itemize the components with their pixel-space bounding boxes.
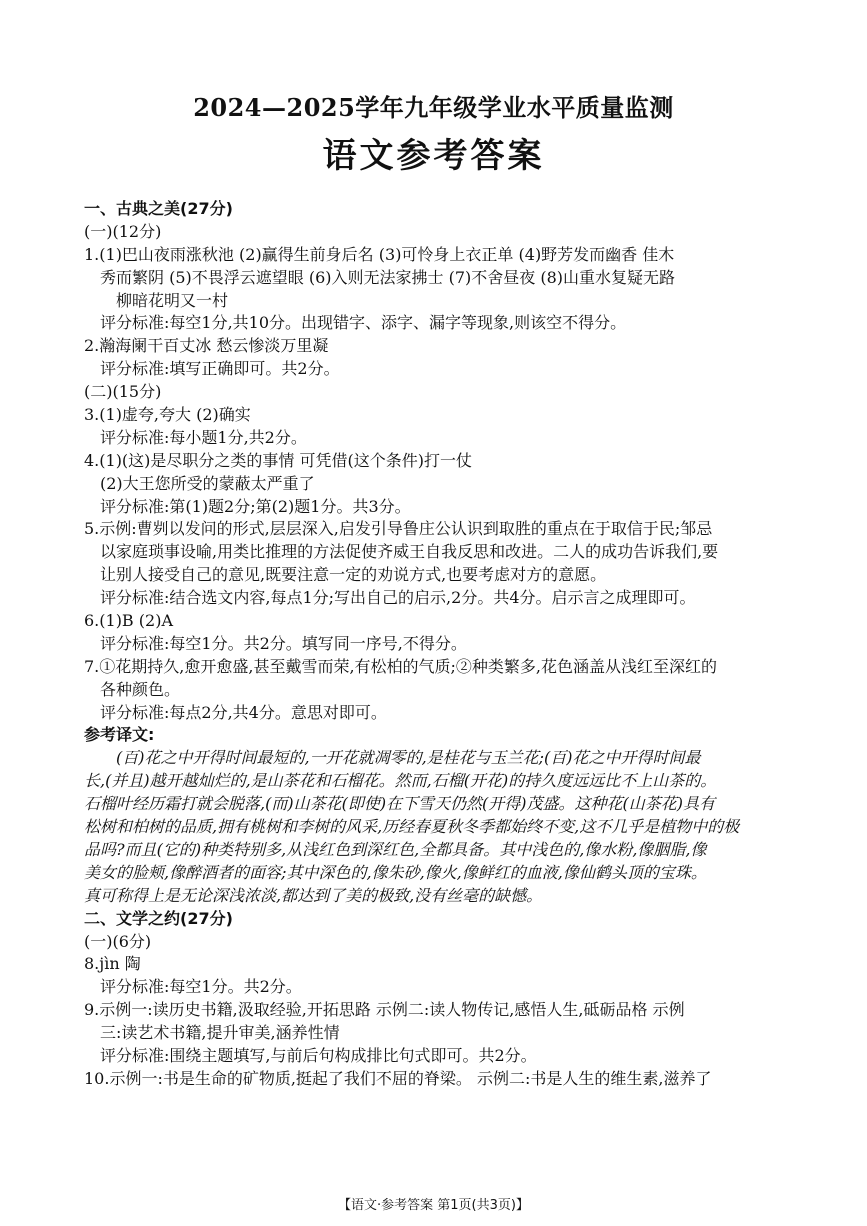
- question-3-line: 3.(1)虚夸,夸大 (2)确实: [84, 405, 251, 425]
- question-7-line: 各种颜色。: [100, 679, 181, 699]
- document-title: 语文参考答案: [322, 136, 545, 176]
- scoring-criteria: 评分标准:每点2分,共4分。意思对即可。: [100, 702, 387, 722]
- translation-heading: 参考译文:: [84, 725, 155, 745]
- question-1-line: 1.(1)巴山夜雨涨秋池 (2)赢得生前身后名 (3)可怜身上衣正单 (4)野芳发而幽香 佳木: [84, 244, 675, 264]
- question-5-line: 让别人接受自己的意见,既要注意一定的劝说方式,也要考虑对方的意愿。: [100, 565, 607, 585]
- question-7-line: 7.①花期持久,愈开愈盛,甚至戴雪而荣,有松柏的气质;②种类繁多,花色涵盖从浅红至深红的: [84, 656, 718, 676]
- scoring-criteria: 评分标准:每空1分。共2分。填写同一序号,不得分。: [100, 633, 467, 653]
- question-1-line: 秀而繁阴 (5)不畏浮云遮望眼 (6)入则无法家拂士 (7)不舍昼夜 (8)山重水复疑无路: [100, 267, 676, 287]
- translation-line: 品吗?而且(它的)种类特别多,从浅红色到深红色,全都具备。其中浅色的,像水粉,像胭脂,像: [84, 839, 707, 859]
- question-6-line: 6.(1)B (2)A: [84, 611, 173, 631]
- question-4-line: (2)大王您所受的蒙蔽太严重了: [100, 473, 315, 493]
- question-2-line: 2.瀚海阑干百丈冰 愁云惨淡万里凝: [84, 336, 329, 356]
- question-5-line: 以家庭琐事设喻,用类比推理的方法促使齐威王自我反思和改进。二人的成功告诉我们,要: [100, 542, 719, 562]
- section-heading-classical: 一、古典之美(27分): [84, 199, 233, 218]
- translation-line: 真可称得上是无论深浅浓淡,都达到了美的极致,没有丝毫的缺憾。: [84, 885, 543, 905]
- part-heading: (一)(6分): [84, 931, 152, 951]
- question-10-line: 10.示例一:书是生命的矿物质,挺起了我们不屈的脊梁。 示例二:书是人生的维生素,滋养了: [84, 1068, 712, 1088]
- question-9-line: 9.示例一:读历史书籍,汲取经验,开拓思路 示例二:读人物传记,感悟人生,砥砺品格 示例: [84, 1000, 685, 1020]
- question-9-line: 三:读艺术书籍,提升审美,涵养性情: [100, 1023, 340, 1043]
- question-8-line: 8.jìn 陶: [84, 954, 141, 974]
- translation-line: 长,(并且)越开越灿烂的,是山茶花和石榴花。然而,石榴(开花)的持久度远远比不上山茶的。: [84, 771, 717, 791]
- question-1-line: 柳暗花明又一村: [116, 290, 229, 310]
- scoring-criteria: 评分标准:结合选文内容,每点1分;写出自己的启示,2分。共4分。启示言之成理即可。: [100, 588, 696, 608]
- translation-line: (百)花之中开得时间最短的,一开花就凋零的,是桂花与玉兰花;(百)花之中开得时间最: [116, 748, 701, 768]
- question-4-line: 4.(1)(这)是尽职分之类的事情 可凭借(这个条件)打一仗: [84, 450, 472, 470]
- exam-title: 2024—2025学年九年级学业水平质量监测: [193, 93, 674, 122]
- scoring-criteria: 评分标准:每小题1分,共2分。: [100, 427, 307, 447]
- translation-line: 石榴叶经历霜打就会脱落,(而)山茶花(即使)在下雪天仍然(开得)茂盛。这种花(山茶花)具有: [84, 794, 716, 814]
- answer-content: [84, 198, 790, 1091]
- scoring-criteria: 评分标准:每空1分,共10分。出现错字、添字、漏字等现象,则该空不得分。: [100, 313, 627, 333]
- translation-line: 美女的脸颊,像醉酒者的面容;其中深色的,像朱砂,像火,像鲜红的血液,像仙鹤头顶的宝珠。: [84, 862, 707, 882]
- translation-line: 松树和柏树的品质,拥有桃树和李树的风采,历经春夏秋冬季都始终不变,这不几乎是植物中的极: [84, 817, 740, 837]
- scoring-criteria: 评分标准:填写正确即可。共2分。: [100, 359, 340, 379]
- scoring-criteria: 评分标准:每空1分。共2分。: [100, 977, 302, 997]
- part-heading: (二)(15分): [84, 382, 162, 402]
- scoring-criteria: 评分标准:第(1)题2分;第(2)题1分。共3分。: [100, 496, 411, 516]
- part-heading: (一)(12分): [84, 221, 162, 241]
- question-5-line: 5.示例:曹刿以发问的形式,层层深入,启发引导鲁庄公认识到取胜的重点在于取信于民;邹忌: [84, 519, 713, 539]
- section-heading-literature: 二、文学之约(27分): [84, 908, 233, 928]
- page-footer: 【语文·参考答案 第1页(共3页)】: [338, 1198, 529, 1213]
- scoring-criteria: 评分标准:围绕主题填写,与前后句构成排比句式即可。共2分。: [100, 1045, 537, 1065]
